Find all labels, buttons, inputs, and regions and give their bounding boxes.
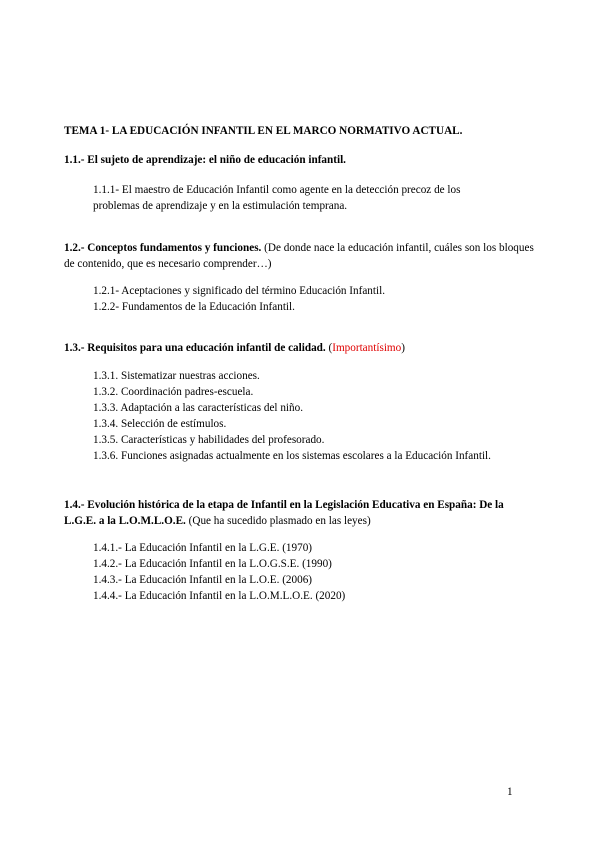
section-note: (De donde nace la educación infantil, cuáles son los bloques de contenido, que es necesario comprender…) [64, 242, 534, 270]
section-note: (Que ha sucedido plasmado en las leyes) [185, 515, 371, 527]
list-item: 1.3.6. Funciones asignadas actualmente en los sistemas escolares a la Educación Infantil. [93, 450, 491, 462]
list-item: 1.3.1. Sistematizar nuestras acciones. [93, 370, 260, 382]
section-heading-text: 1.4.- Evolución histórica de la etapa de Infantil en la Legislación Educativa en España: De la L.G.E. a la L.O.M.L.O.E. [64, 499, 504, 527]
section-heading-text: 1.1.- El sujeto de aprendizaje: el niño de educación infantil. [64, 154, 346, 166]
section-list-1-1 [93, 182, 503, 214]
list-item: 1.1.1- El maestro de Educación Infantil como agente en la detección precoz de los problemas de aprendizaje y en la estimulación temprana. [93, 184, 461, 212]
section-heading-1-3 [64, 340, 540, 356]
section-heading-1-4 [64, 497, 524, 529]
section-heading-1-1 [64, 152, 540, 168]
section-heading-1-2 [64, 240, 540, 272]
document-title: TEMA 1- LA EDUCACIÓN INFANTIL EN EL MARCO NORMATIVO ACTUAL. [64, 125, 463, 137]
section-list-1-4 [93, 540, 513, 604]
section-note-open: ( [325, 342, 333, 354]
section-note-close: ) [401, 342, 405, 354]
section-list-1-2 [93, 283, 513, 315]
list-item: 1.2.1- Aceptaciones y significado del término Educación Infantil. [93, 285, 386, 297]
list-item: 1.3.5. Características y habilidades del profesorado. [93, 434, 325, 446]
list-item: 1.3.2. Coordinación padres-escuela. [93, 386, 254, 398]
page-number: 1 [507, 786, 513, 798]
list-item: 1.4.4.- La Educación Infantil en la L.O.M.L.O.E. (2020) [93, 590, 346, 602]
section-list-1-3 [93, 368, 493, 464]
list-item: 1.2.2- Fundamentos de la Educación Infantil. [93, 301, 295, 313]
list-item: 1.4.3.- La Educación Infantil en la L.O.E. (2006) [93, 574, 313, 586]
list-item: 1.4.2.- La Educación Infantil en la L.O.G.S.E. (1990) [93, 558, 332, 570]
section-heading-text: 1.3.- Requisitos para una educación infantil de calidad. [64, 342, 326, 354]
section-heading-text: 1.2.- Conceptos fundamentos y funciones. [64, 242, 262, 254]
importance-highlight: Importantísimo [332, 342, 402, 354]
list-item: 1.4.1.- La Educación Infantil en la L.G.E. (1970) [93, 542, 313, 554]
list-item: 1.3.3. Adaptación a las características del niño. [93, 402, 303, 414]
list-item: 1.3.4. Selección de estímulos. [93, 418, 227, 430]
